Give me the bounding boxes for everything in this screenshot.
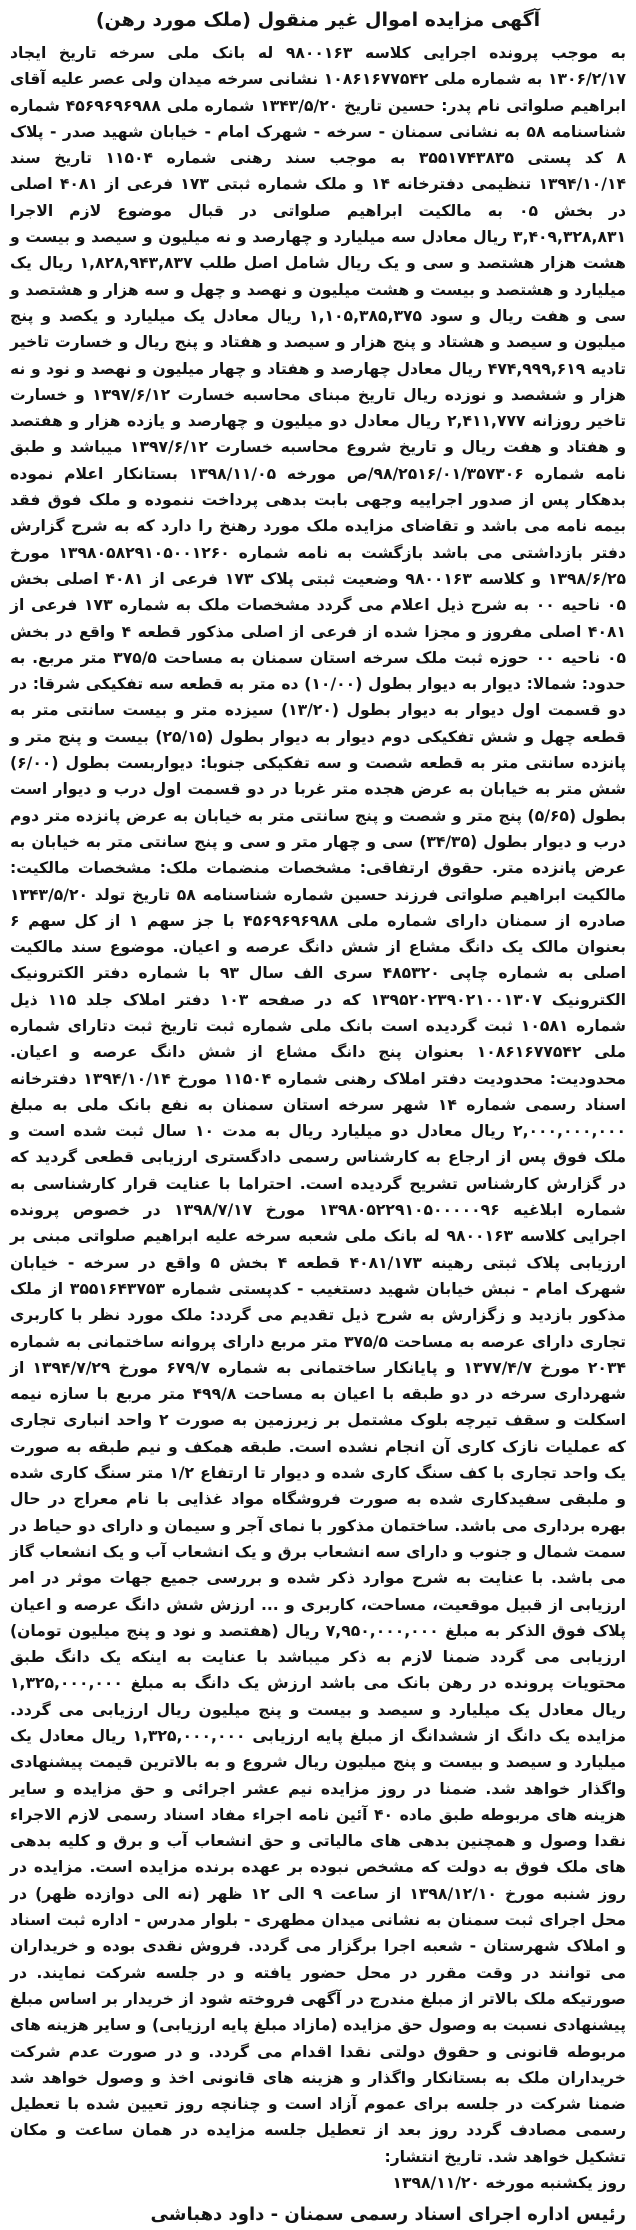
notice-body: به موجب پرونده اجرایی کلاسه ۹۸۰۰۱۶۳ له بانک ملی سرخه تاریخ ایجاد ۱۳۰۶/۲/۱۷ به شماره ملی ۱۰۸۶۱۶۷۷۵۴۲ نشانی سرخه میدان ولی عصر علیه آقای ابراهیم صلواتی نام پدر: حسین تاریخ ۱۳۴۳/۵/۲۰ شماره ملی ۴۵۶۹۶۹۶۹۸۸ شماره شناسنامه ۵۸ به نشانی سمنان - سرخه - شهرک امام - خیابان شهید صدر - پلاک ۸ کد پستی ۳۵۵۱۷۴۳۸۳۵ به موجب سند رهنی شماره ۱۱۵۰۴ تاریخ سند ۱۳۹۴/۱۰/۱۴ تنظیمی دفترخانه ۱۴ و ملک شماره ثبتی ۱۷۳ فرعی از ۴۰۸۱ اصلی در بخش ۰۵ به مالکیت ابراهیم صلواتی در قبال موضوع لازم الاجرا ۳,۴۰۹,۳۲۸,۸۳۱ ریال معادل سه میلیارد و چهارصد و نه میلیون و سیصد و بیست و هشت هزار هشتصد و سی و یک ریال شامل اصل طلب ۱,۸۲۸,۹۴۳,۸۳۷ ریال یک میلیارد و هشتصد و بیست و هشت میلیون و نهصد و چهل و سه هزار و هشتصد و سی و هفت ریال و سود ۱,۱۰۵,۳۸۵,۳۷۵ ریال معادل یک میلیارد و یکصد و پنج میلیون و سیصد و هشتاد و پنج هزار و سیصد و هفتاد و پنج ریال و خسارت تاخیر تادیه ۴۷۴,۹۹۹,۶۱۹ ریال معادل چهارصد و هفتاد و چهار میلیون و نهصد و نود و نه هزار و ششصد و نوزده ریال تاریخ مبنای محاسبه خسارت ۱۳۹۷/۶/۱۲ و خسارت تاخیر روزانه ۲,۴۱۱,۷۷۷ ریال معادل دو میلیون و چهارصد و یازده هزار و هفتصد و هفتاد و هفت ریال و تاریخ شروع محاسبه خسارت ۱۳۹۷/۶/۱۲ میباشد و طبق نامه شماره ۹۸/۲۵۱۶/۰۱/۳۵۷۳۰۶/ص مورخه ۱۳۹۸/۱۱/۰۵ بستانکار اعلام نموده بدهکار پس از صدور اجراییه وجهی بابت بدهی پرداخت ننموده و ملک فوق فقد بیمه نامه می باشد و تقاضای مزایده ملک مورد رهنخ را دارد که به شرح گزارش دفتر بازداشتی می باشد بازگشت به نامه شماره ۱۳۹۸۰۵۸۲۹۱۰۵۰۰۱۲۶۰ مورخ ۱۳۹۸/۶/۲۵ و کلاسه ۹۸۰۰۱۶۳ وضعیت ثبتی پلاک ۱۷۳ فرعی از ۴۰۸۱ اصلی بخش ۰۵ ناحیه ۰۰ به شرح ذیل اعلام می گردد مشخصات ملک به شماره ۱۷۳ فرعی از ۴۰۸۱ اصلی مفروز و مجزا شده از فرعی از اصلی مذکور قطعه ۴ واقع در بخش ۰۵ ناحیه ۰۰ حوزه ثبت ملک سرخه استان سمنان به مساحت ۳۷۵/۵ متر مربع. به حدود: شمالا: دیوار به دیوار بطول (۱۰/۰۰) ده متر به قطعه سه تفکیکی شرقا: در دو قسمت اول دیوار به دیوار بطول (۱۳/۲۰) سیزده متر و بیست سانتی متر به قطعه چهل و شش تفکیکی دوم دیوار به دیوار بطول (۲۵/۱۵) بیست و پنج متر و پانزده سانتی متر به قطعه شصت و سه تفکیکی جنوبا: دیواربست بطول (۶/۰۰) شش متر به خیابان به عرض هجده متر غربا در دو قسمت اول درب و دیوار است بطول (۵/۶۵) پنج متر و شصت و پنج سانتی متر به خیابان به عرض پانزده متر دوم درب و دیوار بطول (۳۴/۳۵) سی و چهار متر و سی و پنج سانتی متر به خیابان به عرض پانزده متر. حقوق ارتفاقی: مشخصات منضمات ملک: مشخصات مالکیت: مالکیت ابراهیم صلواتی فرزند حسین شماره شناسنامه ۵۸ تاریخ تولد ۱۳۴۳/۵/۲۰ صادره از سمنان دارای شماره ملی ۴۵۶۹۶۹۶۹۸۸ با جز سهم ۱ از کل سهم ۶ بعنوان مالک یک دانگ مشاع از شش دانگ عرصه و اعیان. موضوع سند مالکیت اصلی به شماره چاپی ۴۸۵۳۲۰ سری الف سال ۹۳ با شماره دفتر الکترونیک الکترونیک ۱۳۹۵۲۰۲۳۹۰۲۱۰۰۱۳۰۷ که در صفحه ۱۰۳ دفتر املاک جلد ۱۱۵ ذیل شماره ۱۰۵۸۱ ثبت گردیده است بانک ملی شماره ثبت تاریخ ثبت دتارای شماره ملی ۱۰۸۶۱۶۷۷۵۴۲ بعنوان پنج دانگ مشاع از شش دانگ عرصه و اعیان. محدودیت: محدودیت دفتر املاک رهنی شماره ۱۱۵۰۴ مورخ ۱۳۹۴/۱۰/۱۴ دفترخانه اسناد رسمی شماره ۱۴ شهر سرخه استان سمنان به نفع بانک ملی به مبلغ ۲,۰۰۰,۰۰۰,۰۰۰ ریال معادل دو میلیارد ریال به مدت ۱۰ سال ثبت شده است و ملک فوق پس از ارجاع به کارشناس رسمی دادگستری ارزیابی قطعی گردید که در گزارش کارشناس تشریح گردیده است. احتراما با عنایت قرار کارشناسی به شماره ابلاغیه ۱۳۹۸۰۵۲۲۹۱۰۵۰۰۰۰۰۹۶ مورخ ۱۳۹۸/۷/۱۷ در خصوص پرونده اجرایی کلاسه ۹۸۰۰۱۶۳ له بانک ملی شعبه سرخه علیه ابراهیم صلواتی مبنی بر ارزیابی پلاک ثبتی رهینه ۴۰۸۱/۱۷۳ قطعه ۴ بخش ۵ واقع در سرخه - خیابان شهرک امام - نبش خیابان شهید دستغیب - کدپستی شماره ۳۵۵۱۶۴۳۷۵۳ از ملک مذکور بازدید و زگزارش به شرح ذیل تقدیم می گردد: ملک مورد نظر با کاربری تجاری دارای عرصه به مساحت ۳۷۵/۵ متر مربع دارای پروانه ساختمانی به شماره ۲۰۳۴ مورخ ۱۳۷۷/۴/۷ و پایانکار ساختمانی به شماره ۶۷۹/۷ مورخ ۱۳۹۴/۷/۲۹ از شهرداری سرخه در دو طبقه با اعیان به مساحت ۴۹۹/۸ متر مربع با سازه نیمه اسکلت و سقف تیرچه بلوک مشتمل بر زیرزمین به صورت ۲ واحد انباری تجاری که عملیات نازک کاری آن انجام نشده است. طبقه همکف و نیم طبقه به صورت یک واحد تجاری با کف سنگ کاری شده و دیوار تا ارتفاع ۱/۲ متر سنگ کاری شده و ملبقی سفیدکاری شده به صورت فروشگاه مواد غذایی با نام معراج در حال بهره برداری می باشد. ساختمان مذکور با نمای آجر و سیمان و دارای دو حیاط در سمت شمال و جنوب و دارای سه انشعاب برق و یک انشعاب آب و یک انشعاب گاز می باشد. با عنایت به شرح موارد ذکر شده و بررسی جمیع جهات موثر در امر ارزیابی از قبیل موقعیت، مساحت، کاربری و ... ارزش شش دانگ عرصه و اعیان پلاک فوق الذکر به مبلغ ۷,۹۵۰,۰۰۰,۰۰۰ ریال (هفتصد و نود و پنج میلیون تومان) ارزیابی می گردد ضمنا لازم به ذکر میباشد با عنایت به اینکه یک دانگ طبق محتویات پرونده در رهن بانک می باشد ارزش یک دانگ به مبلغ ۱,۳۲۵,۰۰۰,۰۰۰ ریال معادل یک میلیارد و سیصد و بیست و پنج میلیون ریال ارزیابی می گردد. مزایده یک دانگ از ششدانگ از مبلغ پایه ارزیابی ۱,۳۲۵,۰۰۰,۰۰۰ ریال معادل یک میلیارد و سیصد و بیست و پنج میلیون ریال شروع و به بالاترین قیمت پیشنهادی واگذار خواهد شد. ضمنا در روز مزایده نیم عشر اجرائی و حق مزایده و سایر هزینه های مربوطه طبق ماده ۴۰ آئین نامه اجراء مفاد اسناد رسمی لازم الاجراء نقدا وصول و همچنین بدهی های مالیاتی و حق انشعاب آب و برق و کلیه بدهی های ملک فوق به دولت که مشخص نبوده بر عهده برنده مزایده است. مزایده در روز شنبه مورخ ۱۳۹۸/۱۲/۱۰ از ساعت ۹ الی ۱۲ ظهر (نه الی دوازده ظهر) در محل اجرای ثبت سمنان به نشانی میدان مطهری - بلوار مدرس - اداره ثبت اسناد و املاک شهرستان - شعبه اجرا برگزار می گردد. فروش نقدی بوده و خریداران می توانند در وقت مقرر در محل حضور یافته و در جلسه شرکت نمایند. در صورتیکه ملک بالاتر از مبلغ مندرج در آگهی فروخته شود از خریدار بر اساس مبلغ پیشنهادی نسبت به وصول حق مزایده (مازاد مبلغ پایه ارزیابی) و سایر هزینه های مربوطه قانونی و حقوق دولتی نقدا اقدام می گردد. و در صورت عدم شرکت خریداران ملک به بستانکار واگذار و هزینه های قانونی اخذ و وصول خواهد شد ضمنا شرکت در جلسه برای عموم آزاد است و چنانچه روز تعیین شده با تعطیل رسمی مصادف گردد روز بعد از تعطیل جلسه مزایده در همان ساعت و مکان تشکیل خواهد شد. تاریخ انتشار: — [10, 44, 627, 2166]
signature-line: رئیس اداره اجرای اسناد رسمی سمنان - داود دهباشی — [150, 2204, 626, 2226]
notice-title: آگهی مزایده اموال غیر منقول (ملک مورد رهن) — [95, 9, 541, 31]
publish-date: روز یکشنبه مورخه ۱۳۹۸/۱۱/۲۰ — [392, 2174, 626, 2193]
